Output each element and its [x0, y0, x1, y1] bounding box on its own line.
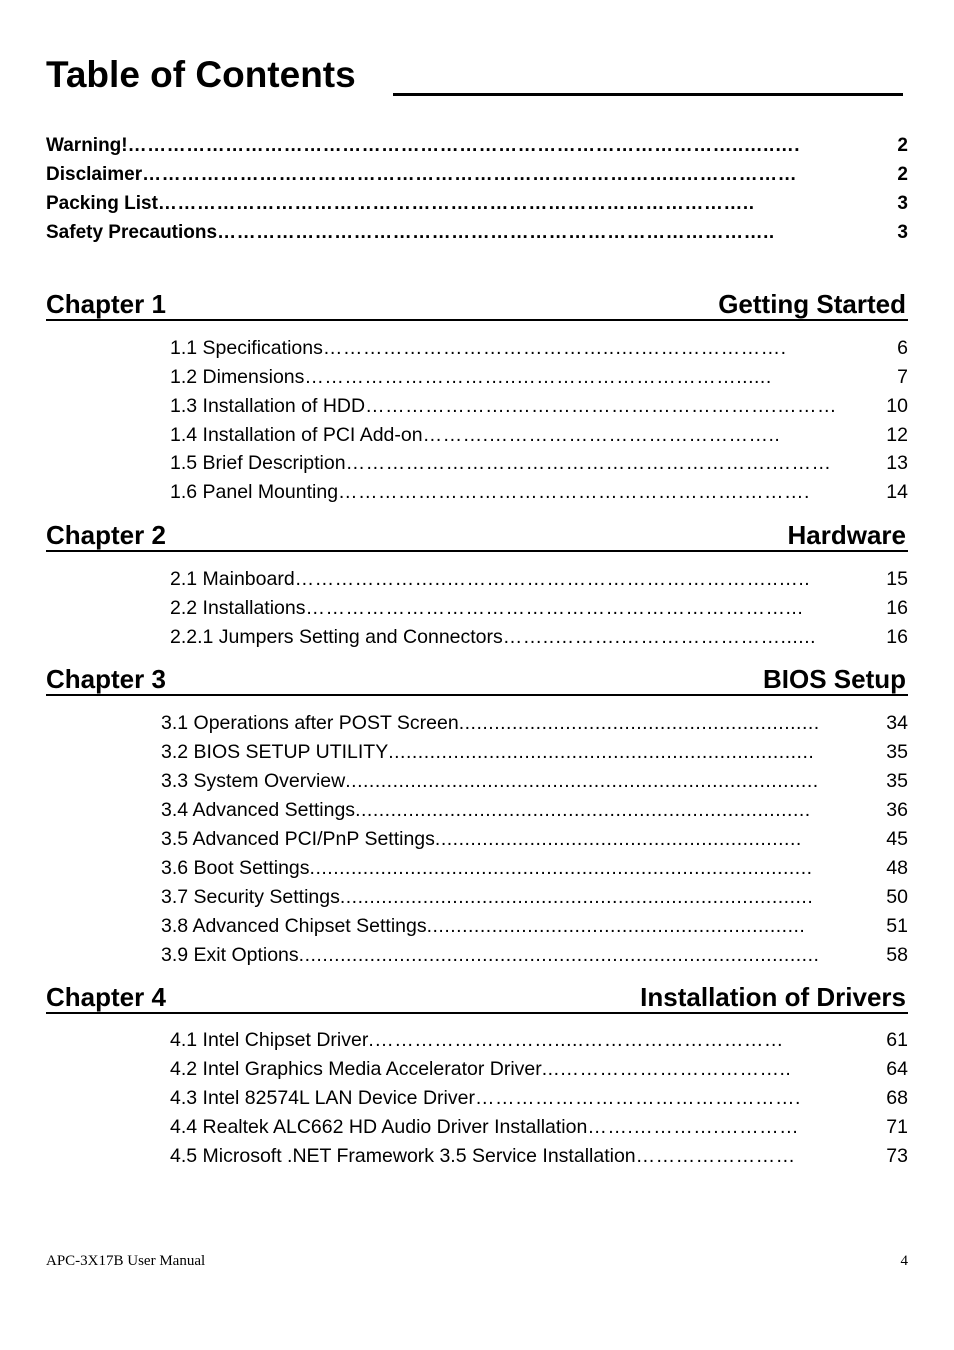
toc-entry-label: 4.3 Intel 82574L LAN Device Driver	[170, 1087, 475, 1109]
toc-page-number: 58	[886, 944, 908, 966]
toc-page-number: 68	[886, 1087, 908, 1109]
chapter-name: BIOS Setup	[762, 664, 906, 694]
toc-entry-1-2[interactable]	[170, 365, 908, 389]
toc-entry-label: Disclaimer	[46, 164, 143, 185]
toc-leader: ................................................................	[426, 915, 806, 937]
toc-entry-label: 3.4 Advanced Settings	[161, 799, 356, 821]
toc-leader: .............................................................	[458, 712, 820, 734]
toc-entry-label: 1.6 Panel Mounting	[170, 481, 339, 503]
toc-entry-label: 3.1 Operations after POST Screen	[161, 712, 459, 734]
toc-page-number: 50	[886, 886, 908, 908]
toc-leader: ………………….………………………………….………	[365, 395, 837, 417]
toc-leader: …………………………………………………….……….	[338, 481, 810, 503]
toc-leader: ........................................................................................	[298, 944, 820, 966]
toc-entry-label: 3.7 Security Settings	[161, 886, 340, 908]
toc-entry-label: Warning!	[46, 135, 128, 156]
toc-entry-label: 4.2 Intel Graphics Media Accelerator Driver	[170, 1058, 542, 1080]
toc-page-number: 3	[897, 222, 908, 243]
toc-entry-label: 3.9 Exit Options	[161, 944, 299, 966]
toc-entry-label: 3.8 Advanced Chipset Settings	[161, 915, 427, 937]
toc-entry-disclaimer[interactable]	[46, 163, 908, 187]
toc-entry-1-3[interactable]	[170, 394, 908, 418]
footer-page-number: 4	[900, 1253, 908, 1269]
toc-leader: ………………………………………………………………………..………………	[142, 164, 798, 185]
toc-entry-4-5[interactable]	[170, 1144, 908, 1168]
toc-leader: ………………………………………………………………………………..	[157, 193, 755, 214]
chapter-name: Installation of Drivers	[640, 982, 906, 1012]
toc-page-number: 34	[886, 712, 908, 734]
toc-leader: ………………………………………………………………...	[305, 597, 804, 619]
toc-leader: .............................................................................	[355, 799, 811, 821]
toc-entry-warning[interactable]	[46, 134, 908, 158]
chapter-2-heading[interactable]	[46, 520, 908, 552]
toc-entry-label: 4.5 Microsoft .NET Framework 3.5 Service Installation	[170, 1145, 636, 1167]
toc-leader: ……..……….……………………......	[502, 626, 817, 648]
toc-leader: …….………….…………	[587, 1116, 800, 1138]
toc-entry-3-4[interactable]	[161, 798, 908, 822]
chapter-3-heading[interactable]	[46, 664, 908, 696]
toc-page-number: 51	[886, 915, 908, 937]
toc-page-number: 16	[886, 626, 908, 648]
toc-entry-1-4[interactable]	[170, 423, 908, 447]
toc-entry-3-8[interactable]	[161, 914, 908, 938]
toc-entry-4-2[interactable]	[170, 1057, 908, 1081]
toc-page-number: 36	[886, 799, 908, 821]
toc-page-number: 6	[897, 337, 908, 359]
toc-entry-3-7[interactable]	[161, 885, 908, 909]
chapter-number: Chapter 1	[46, 289, 166, 319]
toc-leader: ……….……………………………………..	[422, 424, 781, 446]
toc-page-number: 13	[886, 452, 908, 474]
toc-entry-label: Safety Precautions	[46, 222, 218, 243]
toc-leader: ……………………	[635, 1145, 796, 1167]
toc-leader: ........................................................................	[388, 741, 815, 763]
toc-entry-3-2[interactable]	[161, 740, 908, 764]
toc-entry-3-6[interactable]	[161, 856, 908, 880]
chapter-number: Chapter 4	[46, 982, 166, 1012]
chapter-number: Chapter 2	[46, 520, 166, 550]
toc-entry-2-1[interactable]	[170, 567, 908, 591]
toc-entry-1-6[interactable]	[170, 480, 908, 504]
toc-leader: ................................................................................	[345, 770, 819, 792]
toc-leader: …………………………………………………………………………………..…..….	[127, 135, 801, 156]
chapter-name: Hardware	[787, 520, 906, 550]
toc-entry-label: 4.1 Intel Chipset Driver	[170, 1029, 369, 1051]
toc-entry-1-5[interactable]	[170, 451, 908, 475]
toc-entry-4-1[interactable]	[170, 1028, 908, 1052]
toc-page-number: 71	[886, 1116, 908, 1138]
toc-page-number: 64	[886, 1058, 908, 1080]
title-underline	[393, 93, 903, 96]
toc-entry-3-1[interactable]	[161, 711, 908, 735]
toc-page-number: 15	[886, 568, 908, 590]
toc-leader: ……………………………………………………….………	[345, 452, 832, 474]
toc-entry-3-9[interactable]	[161, 943, 908, 967]
toc-page-number: 2	[897, 164, 908, 185]
toc-entry-label: 1.2 Dimensions	[170, 366, 305, 388]
toc-entry-3-3[interactable]	[161, 769, 908, 793]
toc-entry-3-5[interactable]	[161, 827, 908, 851]
toc-entry-label: 2.1 Mainboard	[170, 568, 295, 590]
toc-entry-label: 4.4 Realtek ALC662 HD Audio Driver Installation	[170, 1116, 588, 1138]
toc-entry-label: 3.2 BIOS SETUP UTILITY	[161, 741, 389, 763]
chapter-name: Getting Started	[718, 289, 906, 319]
toc-entry-label: 1.5 Brief Description	[170, 452, 346, 474]
toc-entry-label: 2.2.1 Jumpers Setting and Connectors	[170, 626, 503, 648]
toc-entry-4-4[interactable]	[170, 1115, 908, 1139]
toc-leader: .……………………….....…………………………	[368, 1029, 784, 1051]
chapter-number: Chapter 3	[46, 664, 166, 694]
toc-entry-label: 1.4 Installation of PCI Add-on	[170, 424, 423, 446]
toc-entry-2-2[interactable]	[170, 596, 908, 620]
toc-entry-4-3[interactable]	[170, 1086, 908, 1110]
toc-entry-label: 1.3 Installation of HDD	[170, 395, 366, 417]
toc-leader: ..............................................................	[434, 828, 802, 850]
toc-entry-label: Packing List	[46, 193, 158, 214]
page-title	[46, 52, 906, 98]
chapter-4-heading[interactable]	[46, 982, 908, 1014]
toc-entry-label: 1.1 Specifications	[170, 337, 323, 359]
toc-leader: ………………………………………….	[474, 1087, 801, 1109]
toc-page-number: 45	[886, 828, 908, 850]
toc-entry-packing-list[interactable]	[46, 192, 908, 216]
toc-page-number: 61	[886, 1029, 908, 1051]
toc-page-number: 2	[897, 135, 908, 156]
toc-leader: ................................................................................	[339, 886, 814, 908]
toc-leader: …………………..…………………………………………..…..	[294, 568, 811, 590]
chapter-1-heading[interactable]	[46, 289, 908, 321]
toc-page-number: 10	[886, 395, 908, 417]
footer-manual-name: APC-3X17B User Manual	[46, 1253, 206, 1269]
toc-page-number: 3	[897, 193, 908, 214]
toc-entry-label: 3.5 Advanced PCI/PnP Settings	[161, 828, 435, 850]
toc-entry-label: 3.3 System Overview	[161, 770, 346, 792]
toc-page-number: 7	[897, 366, 908, 388]
toc-page-number: 35	[886, 770, 908, 792]
toc-leader: …………………………..……………………………......	[304, 366, 772, 388]
toc-entry-safety-precautions[interactable]	[46, 221, 908, 245]
toc-page-number: 73	[886, 1145, 908, 1167]
toc-page-number: 35	[886, 741, 908, 763]
toc-page-number: 16	[886, 597, 908, 619]
toc-entry-1-1[interactable]	[170, 336, 908, 360]
toc-leader: …………………………………………………………………………..	[217, 222, 775, 243]
toc-leader: ……………………………………..….………………….	[322, 337, 787, 359]
toc-page-number: 48	[886, 857, 908, 879]
toc-page-number: 14	[886, 481, 908, 503]
toc-page-number: 12	[886, 424, 908, 446]
page-title-text: Table of Contents	[46, 54, 356, 95]
toc-leader: ...……………………………..	[541, 1058, 792, 1080]
toc-entry-2-2-1[interactable]	[170, 625, 908, 649]
toc-entry-label: 3.6 Boot Settings	[161, 857, 310, 879]
toc-entry-label: 2.2 Installations	[170, 597, 306, 619]
toc-leader: .....................................................................................	[309, 857, 813, 879]
